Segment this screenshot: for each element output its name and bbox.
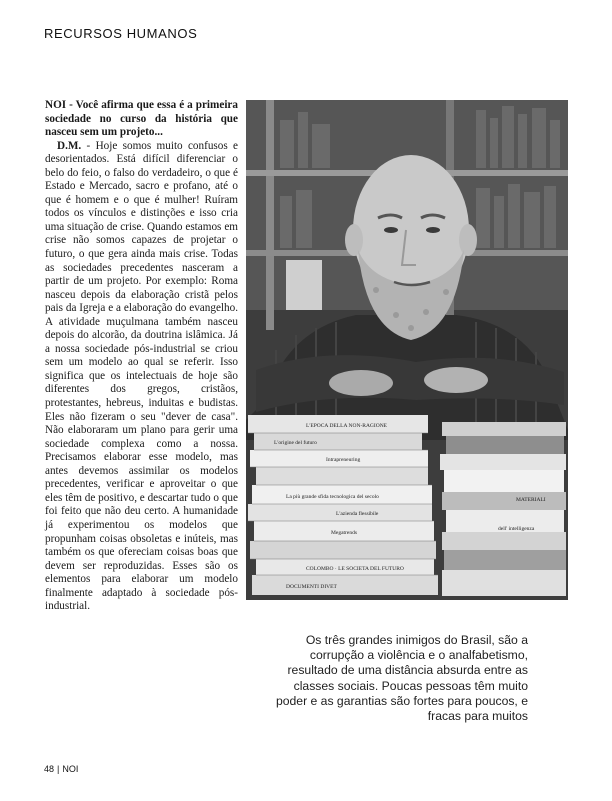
section-header: RECURSOS HUMANOS (44, 26, 198, 41)
interview-answer (45, 140, 238, 614)
photo-caption: Os três grandes inimigos do Brasil, são a corrupção a violência e o analfabetismo, resultado de uma distância absurda entre as classes sociais. Poucas pessoas têm muito poder e as garantias são fortes para poucos, e fracas para muitos (275, 633, 528, 724)
book-title-1: L'EPOCA DELLA NON-RAGIONE (306, 423, 388, 429)
book-title-2: L'origine del futuro (274, 440, 317, 446)
page-footer (44, 764, 78, 774)
book-title-5: L'azienda flessibile (336, 511, 379, 517)
article-body (45, 99, 238, 614)
book-title-3: Intrapreneuring (326, 457, 361, 463)
book-title-6: Megatrends (331, 530, 357, 536)
magazine-name: NOI (62, 764, 79, 774)
footer-separator: | (57, 764, 60, 774)
answer-text: - Hoje somos muito confusos e desorientados. Está difícil diferenciar o belo do feio, o falso do verdadeiro, o que é Estado e Mercado, sacro e profano, até o que é homem e o que é mulher! Ruíram todos os vínculos e distinções e isso cria uma situação de crise. Quando estamos em crise não somos capazes de projetar o futuro, o que gera ainda mais crise. Todas as sociedades precedentes nasceram a partir de um projeto. Por exemplo: Roma nasceu depois da elaboração cristã pelos pais da Igreja e a elaboração do evangelho. A atividade muçulmana também nasceu depois do alcorão, da doutrina islâmica. Já a nossa sociedade pós-industrial se criou sem um modelo ao qual se referir. Isso significa que os intelectuais de hoje são diferentes dos gregos, cristãos, protestantes, hebreus, induitas e budistas. Eles não fizeram o seu "dever de casa". Não elaboraram um plano para gerir uma sociedade complexa como a nossa. Precisamos elaborar esse modelo, mas antes devemos assimilar os modelos precedentes, verificar e aproveitar o que eles têm de positivo, e descartar tudo o que foi feito que não deu certo. A humanidade já experimentou os modelos que propunham coisas obsoletas e inúteis, mas também os que ofereciam coisas boas que devem ser reproduzidas. Esses são os elementos para elaborar um modelo finalmente adaptado à sociedade pós-industrial. (45, 139, 238, 613)
book-title-10: MATERIALI (516, 497, 546, 503)
interview-question: NOI - Você afirma que essa é a primeira sociedade no curso da história que nasceu sem um projeto... (45, 99, 238, 139)
portrait-photo (246, 100, 568, 600)
book-title-4: La più grande sfida tecnologica del secolo (286, 494, 379, 500)
book-title-8: DOCUMENTI DIVET (286, 584, 337, 590)
page-number: 48 (44, 764, 55, 774)
portrait-illustration (246, 100, 568, 600)
book-title-9: dell' intelligenza (498, 526, 535, 532)
answer-speaker: D.M. (57, 139, 82, 152)
book-title-7: COLOMBO · LE SOCIETA DEL FUTURO (306, 566, 404, 572)
